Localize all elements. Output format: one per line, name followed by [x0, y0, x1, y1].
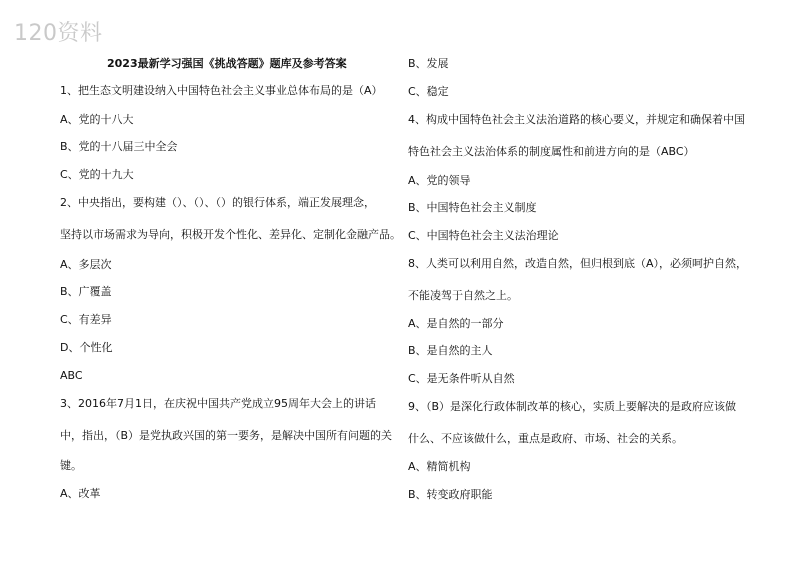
- document-title: 2023最新学习强国《挑战答题》题库及参考答案: [107, 57, 347, 70]
- question-9: 9、（B）是深化行政体制改革的核心，实质上要解决的是政府应该做: [408, 400, 737, 413]
- question-3: 3、2016年7月1日，在庆祝中国共产党成立95周年大会上的讲话: [60, 397, 376, 410]
- option-line: D、个性化: [60, 341, 113, 354]
- option-line: A、党的十八大: [60, 113, 134, 126]
- question-3-continued: 键。: [60, 459, 82, 472]
- question-3-continued: 中，指出，（B）是党执政兴国的第一要务，是解决中国所有问题的关: [60, 429, 393, 442]
- option-line: C、有差异: [60, 313, 112, 326]
- watermark-logo: 120资料: [14, 21, 103, 46]
- option-line: A、多层次: [60, 258, 112, 271]
- option-line: B、发展: [408, 57, 449, 70]
- question-2-continued: 坚持以市场需求为导向，积极开发个性化、差异化、定制化金融产品。: [60, 228, 401, 241]
- question-2: 2、中央指出，要构建（）、（）、（）的银行体系，端正发展理念，: [60, 196, 375, 209]
- option-line: B、中国特色社会主义制度: [408, 201, 537, 214]
- question-8-continued: 不能凌驾于自然之上。: [408, 289, 518, 302]
- question-9-continued: 什么、不应该做什么，重点是政府、市场、社会的关系。: [408, 432, 683, 445]
- question-4-continued: 特色社会主义法治体系的制度属性和前进方向的是（ABC）: [408, 145, 695, 158]
- option-line: B、广覆盖: [60, 285, 112, 298]
- option-line: A、是自然的一部分: [408, 317, 504, 330]
- question-8: 8、人类可以利用自然，改造自然，但归根到底（A），必须呵护自然，: [408, 257, 748, 270]
- answer-line: ABC: [60, 369, 83, 382]
- option-line: A、改革: [60, 487, 101, 500]
- option-line: A、精简机构: [408, 460, 471, 473]
- question-1: 1、把生态文明建设纳入中国特色社会主义事业总体布局的是（A）: [60, 84, 383, 97]
- option-line: C、稳定: [408, 85, 449, 98]
- option-line: B、是自然的主人: [408, 344, 493, 357]
- option-line: C、党的十九大: [60, 168, 134, 181]
- option-line: C、是无条件听从自然: [408, 372, 515, 385]
- option-line: B、转变政府职能: [408, 488, 493, 501]
- option-line: C、中国特色社会主义法治理论: [408, 229, 559, 242]
- option-line: B、党的十八届三中全会: [60, 140, 178, 153]
- question-4: 4、构成中国特色社会主义法治道路的核心要义，并规定和确保着中国: [408, 113, 745, 126]
- option-line: A、党的领导: [408, 174, 471, 187]
